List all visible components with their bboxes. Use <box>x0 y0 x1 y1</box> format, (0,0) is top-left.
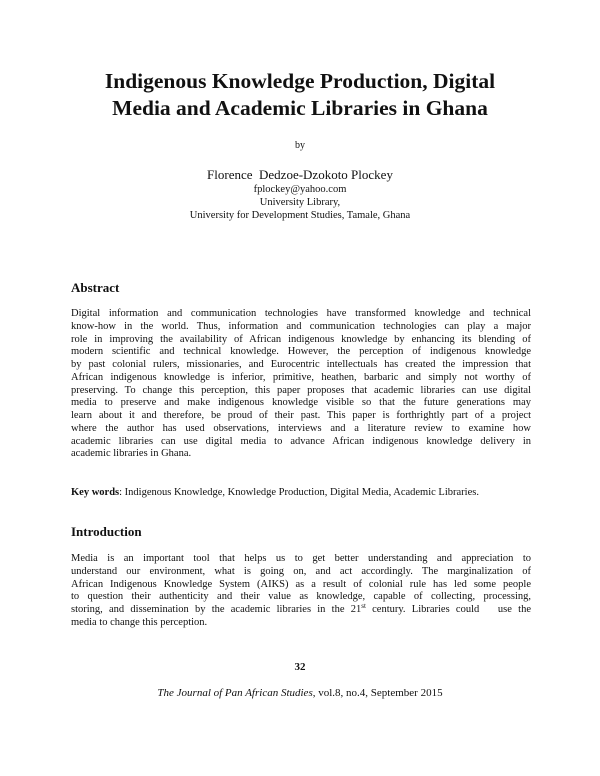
author-email: fplockey@yahoo.com <box>253 184 347 195</box>
author-institution: University for Development Studies, Tamale, Ghana <box>189 210 411 221</box>
introduction-line: media to change this perception. <box>71 616 208 628</box>
author-block <box>0 166 600 222</box>
title-line-1: Indigenous Knowledge Production, Digital <box>104 69 496 93</box>
by-line: by <box>295 140 305 151</box>
abstract-line: by past colonial rulers, missionaries, and Eurocentric intellectuals has created the impression that <box>71 359 531 370</box>
abstract-line: role in improving the availability of African indigenous knowledge by enhancing its blending of <box>71 333 531 345</box>
introduction-heading: Introduction <box>71 524 142 539</box>
author-name: Florence Dedzoe-Dzokoto Plockey <box>207 167 393 182</box>
abstract-line: know-how in the world. Thus, information and communication technologies can play a major <box>71 320 531 332</box>
abstract-line: learn about it and therefore, be proud of their past. This paper is forthrightly part of a project <box>71 410 531 421</box>
introduction-line: understand our environment, what is going on, and act accordingly. The marginalization of <box>71 565 531 577</box>
abstract-line: where the author has used observations, interviews and a literature review to examine how <box>71 422 531 434</box>
introduction-line <box>71 604 531 617</box>
abstract-line: Digital information and communication technologies have transformed knowledge and technical <box>71 308 531 319</box>
journal-name: The Journal of Pan African Studies <box>157 687 313 699</box>
abstract-line: modern scientific and technical knowledge. However, the perception of indigenous knowledge <box>71 346 531 358</box>
page-number: 32 <box>294 661 306 673</box>
ordinal-superscript: st <box>361 602 366 610</box>
introduction-body <box>71 553 531 630</box>
abstract-body <box>71 308 531 461</box>
keywords <box>71 487 541 500</box>
abstract-line: media to preserve and make indigenous knowledge visible so that the future generations may <box>71 397 531 409</box>
journal-footer <box>0 687 600 699</box>
intro-line5-text: storing, and dissemination by the academic libraries in the 21 <box>71 604 362 615</box>
abstract-line: preserving. To change this perception, this paper proposes that academic libraries can use digital <box>71 384 531 396</box>
abstract-heading: Abstract <box>71 280 120 295</box>
paper-title <box>60 68 540 122</box>
abstract-line: academic libraries can use digital media to advance African indigenous knowledge delivery in <box>71 435 531 447</box>
keywords-label: Key words <box>71 487 120 498</box>
journal-details: , vol.8, no.4, September 2015 <box>312 687 443 699</box>
introduction-line: African Indigenous Knowledge System (AIKS) as a result of colonial rule has led some people <box>71 578 531 590</box>
title-line-2: Media and Academic Libraries in Ghana <box>112 96 488 120</box>
intro-line5-rest: century. Libraries could use the <box>365 604 531 615</box>
keywords-text: : Indigenous Knowledge, Knowledge Production, Digital Media, Academic Libraries. <box>119 487 479 498</box>
introduction-line: to question their authenticity and their value as knowledge, capable of collecting, processing, <box>71 591 531 603</box>
abstract-line: African indigenous knowledge is inferior, primitive, heathen, barbaric and simply not worthy of <box>71 371 531 383</box>
author-department: University Library, <box>259 197 341 208</box>
abstract-line: academic libraries in Ghana. <box>71 448 192 460</box>
introduction-line: Media is an important tool that helps us to get better understanding and appreciation to <box>71 553 531 564</box>
